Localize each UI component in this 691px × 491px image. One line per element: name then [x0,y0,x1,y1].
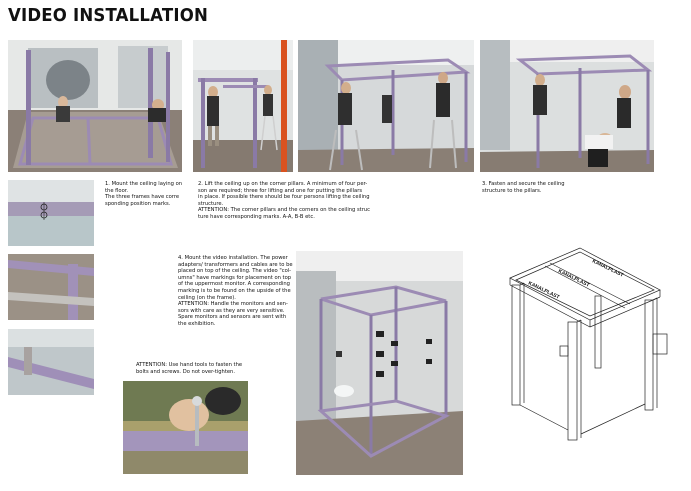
page-title: VIDEO INSTALLATION [8,5,208,26]
caption-step4: 4. Mount the video installation. The power adapters/ transformers and cables are to be placed on top of the ceiling. The video "col- umns" have markings for placement on top of the uppermost monitor. A corresponding marking is to be found on the upside of the ceiling (on the frame). ATTENTION: Handle the monitors and sen- sors with care as they are very sensitive. Spare monitors and sensors are sent with the exhibition. [178,255,293,327]
photo-finished-installation [296,251,463,475]
diagram-label: KANALPLAST [527,280,561,301]
photo-lifting-wide [298,40,474,172]
photo-lifting-ceiling [193,40,293,172]
caption-attention: ATTENTION: Use hand tools to fasten the bolts and screws. Do not over-tighten. [136,362,243,375]
photo-fastening [480,40,654,172]
caption-step3: 3. Fasten and secure the ceiling structure to the pillars. [482,181,565,194]
caption-step1: 1. Mount the ceiling laying on the floor. The three frames have corre sponding position marks. [105,181,183,207]
diagram-label: KANALPLAST [591,258,625,279]
caption-step2: 2. Lift the ceiling up on the corner pillars. A minimum of four per- son are required; three for lifting and one for putting the pillars in place. If possible there should be four persons lifting the ceiling structure. ATTENTION: The corner pillars and the corners on the ceiling struc ture have corresponding marks. A-A, B-B etc. [198,181,370,220]
photo-hand-tools [123,381,248,474]
photo-position-marks [8,180,94,246]
photo-frame-joint [8,329,94,395]
photo-frame-corner [8,254,94,320]
structure-diagram [500,238,682,446]
photo-ceiling-on-floor [8,40,182,172]
diagram-label: KANALPLAST [557,268,591,289]
